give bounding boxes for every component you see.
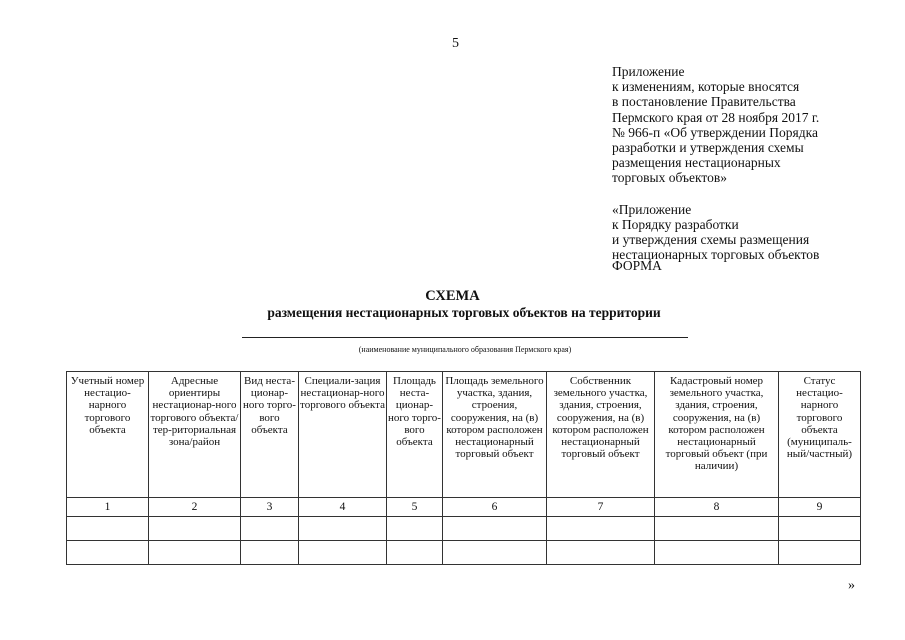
column-number: 9 — [779, 498, 861, 517]
municipality-name-line — [242, 337, 688, 338]
table-cell — [443, 541, 547, 565]
column-header: Площадь неста-ционар-ного торго-вого объекта — [387, 372, 443, 498]
table-cell — [387, 541, 443, 565]
column-number: 7 — [547, 498, 655, 517]
column-header: Специали-зация нестационар-ного торгового объекта — [299, 372, 387, 498]
closing-quote: » — [848, 578, 855, 593]
table-cell — [779, 541, 861, 565]
table-cell — [149, 517, 241, 541]
table-cell — [547, 541, 655, 565]
column-header: Площадь земельного участка, здания, строения, сооружения, на (в) котором расположен нестационарный торговый объект — [443, 372, 547, 498]
column-header: Адресные ориентиры нестационар-ного торгового объекта/тер-риториальная зона/район — [149, 372, 241, 498]
appendix-line: и утверждения схемы размещения — [612, 232, 810, 248]
table-cell — [241, 541, 299, 565]
page-number: 5 — [452, 36, 459, 51]
table-cell — [655, 541, 779, 565]
column-header: Вид неста-ционар-ного торго-вого объекта — [241, 372, 299, 498]
appendix-line: нестационарных торговых объектов — [612, 247, 820, 263]
table-cell — [443, 517, 547, 541]
document-title: СХЕМА — [425, 288, 480, 304]
appendix-line: разработки и утверждения схемы — [612, 140, 804, 156]
appendix-line: к изменениям, которые вносятся — [612, 79, 800, 95]
column-header: Статус нестацио-нарного торгового объекта (муниципаль-ный/частный) — [779, 372, 861, 498]
column-number-row — [67, 498, 861, 517]
column-number: 1 — [67, 498, 149, 517]
table-row — [67, 517, 861, 541]
column-header: Собственник земельного участка, здания, строения, сооружения, на (в) котором расположен нестационарный торговый объект — [547, 372, 655, 498]
document-subtitle: размещения нестационарных торговых объектов на территории — [267, 305, 661, 320]
appendix-line: «Приложение — [612, 201, 692, 217]
column-header: Кадастровый номер земельного участка, здания, строения, сооружения, на (в) котором расположен нестационарный торговый объект (при наличии) — [655, 372, 779, 498]
appendix-line: размещения нестационарных — [612, 155, 781, 171]
table-cell — [387, 517, 443, 541]
appendix-note — [612, 64, 882, 262]
table-cell — [655, 517, 779, 541]
appendix-line: Пермского края от 28 ноября 2017 г. — [612, 109, 820, 125]
table-cell — [149, 541, 241, 565]
appendix-block-order — [612, 202, 882, 263]
column-number: 8 — [655, 498, 779, 517]
table-cell — [299, 541, 387, 565]
appendix-block-changes — [612, 64, 882, 186]
appendix-line: к Порядку разработки — [612, 216, 739, 232]
table-cell — [299, 517, 387, 541]
appendix-line: торговых объектов» — [612, 170, 727, 186]
form-label: ФОРМА — [612, 258, 662, 273]
column-number: 3 — [241, 498, 299, 517]
table-cell — [67, 517, 149, 541]
appendix-line: № 966-п «Об утверждении Порядка — [612, 124, 818, 140]
table-cell — [779, 517, 861, 541]
table-cell — [547, 517, 655, 541]
appendix-line: в постановление Правительства — [612, 94, 796, 110]
column-number: 2 — [149, 498, 241, 517]
table-cell — [67, 541, 149, 565]
column-header: Учетный номер нестацио-нарного торгового объекта — [67, 372, 149, 498]
column-number: 6 — [443, 498, 547, 517]
appendix-line: Приложение — [612, 64, 685, 79]
table-header-row — [67, 372, 861, 498]
column-number: 5 — [387, 498, 443, 517]
column-number: 4 — [299, 498, 387, 517]
municipality-name-caption: (наименование муниципального образования Пермского края) — [358, 345, 572, 354]
schema-table — [66, 371, 861, 565]
table-row — [67, 541, 861, 565]
table-cell — [241, 517, 299, 541]
